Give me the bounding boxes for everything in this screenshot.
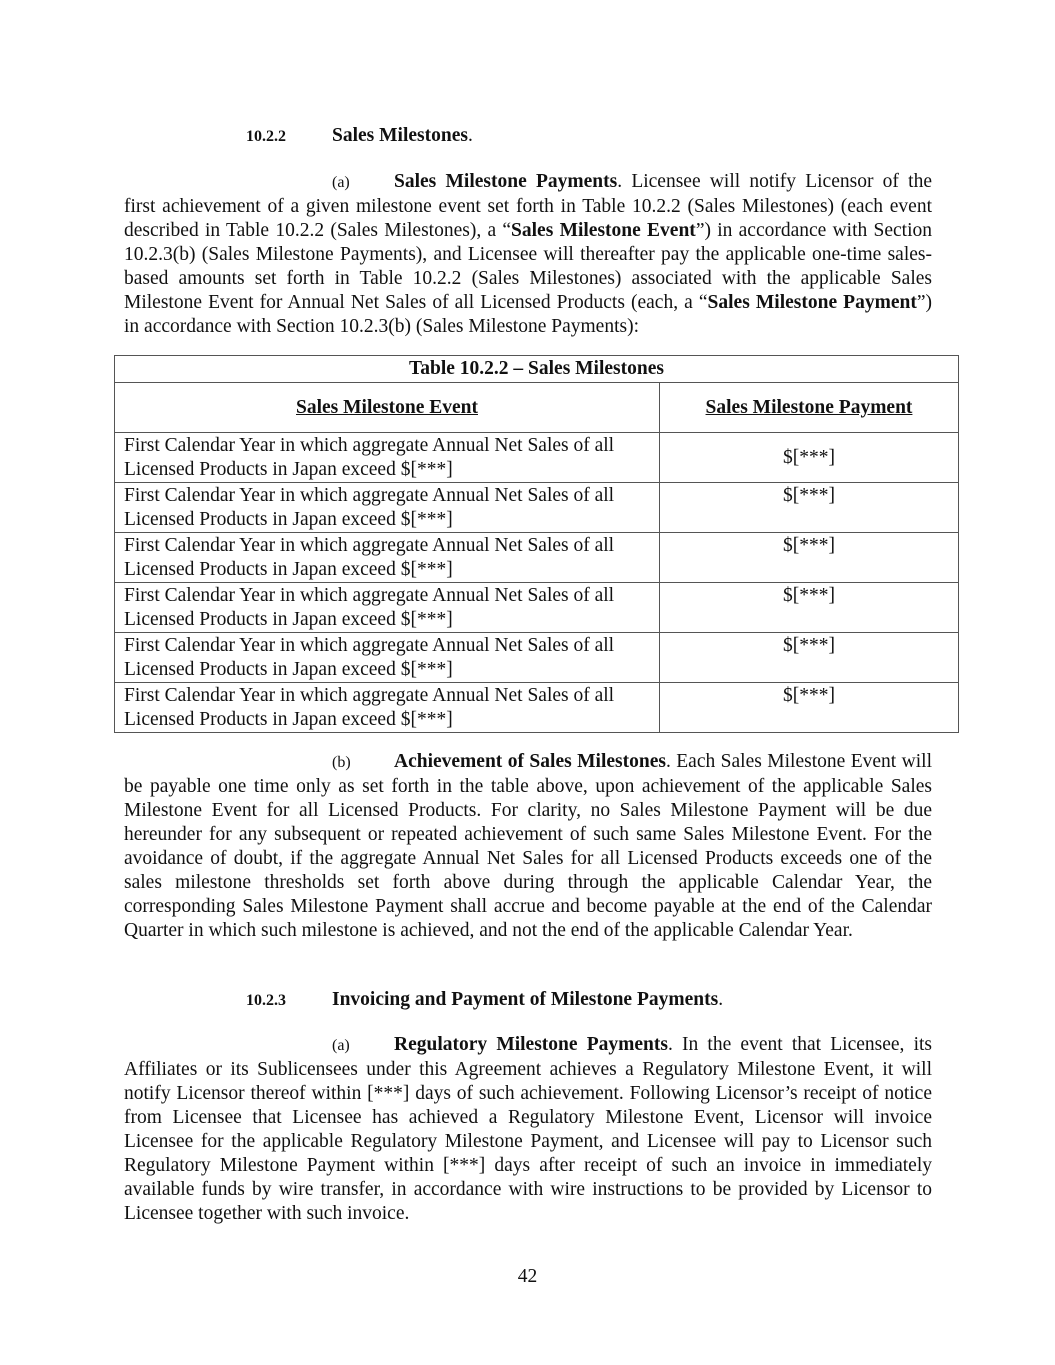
paragraph-lead: (a) bbox=[332, 174, 350, 191]
defined-term: Sales Milestone Event bbox=[511, 220, 696, 241]
column-header-payment: Sales Milestone Payment bbox=[660, 383, 959, 433]
table-title: Table 10.2.2 – Sales Milestones bbox=[115, 356, 959, 383]
section-title: Invoicing and Payment of Milestone Payments bbox=[332, 989, 719, 1010]
milestone-payment-cell: $[***] bbox=[660, 433, 959, 483]
milestone-payment-cell: $[***] bbox=[660, 583, 959, 633]
section-number: 10.2.2 bbox=[246, 128, 286, 145]
milestone-payment-cell: $[***] bbox=[660, 683, 959, 733]
table-row bbox=[115, 683, 959, 733]
milestone-event-cell: First Calendar Year in which aggregate Annual Net Sales of all Licensed Products in Japan exceed $[***] bbox=[115, 683, 660, 733]
page-number: 42 bbox=[517, 1266, 538, 1287]
section-title-period: . bbox=[467, 125, 473, 146]
defined-term: Sales Milestone Payment bbox=[707, 292, 917, 313]
paragraph-lead: (a) bbox=[332, 1037, 350, 1054]
paragraph-bold-title: Achievement of Sales Milestones bbox=[394, 751, 666, 772]
table-row bbox=[115, 533, 959, 583]
sales-milestones-table bbox=[114, 355, 959, 733]
milestone-event-cell: First Calendar Year in which aggregate Annual Net Sales of all Licensed Products in Japan exceed $[***] bbox=[115, 433, 660, 483]
milestone-payment-cell: $[***] bbox=[660, 633, 959, 683]
section-number: 10.2.3 bbox=[246, 992, 286, 1009]
paragraph-regulatory-milestone-payments bbox=[124, 1033, 932, 1226]
milestone-payment-cell: $[***] bbox=[660, 533, 959, 583]
paragraph-text: . In the event that Licensee, its Affiliates or its Sublicensees under this Agreement achieves a Regulatory Milestone Event, it will notify Licensor thereof within [***] days of such achievement. Following Licensor’s receipt of notice from Licensee that Licensee has achieved a Regulatory Milestone Event, Licensor will invoice Licensee for the applicable Regulatory Milestone Payment, and Licensee will pay to Licensor such Regulatory Milestone Payment within [***] days after receipt of such an invoice in immediately available funds by wire transfer, in accordance with wire instructions to be provided by Licensor to Licensee together with such invoice. bbox=[124, 1034, 932, 1224]
table-row bbox=[115, 633, 959, 683]
table-row bbox=[115, 483, 959, 533]
paragraph-bold-title: Sales Milestone Payments bbox=[394, 171, 618, 192]
paragraph-sales-milestone-payments bbox=[124, 170, 932, 339]
milestone-event-cell: First Calendar Year in which aggregate Annual Net Sales of all Licensed Products in Japan exceed $[***] bbox=[115, 633, 660, 683]
paragraph-bold-title: Regulatory Milestone Payments bbox=[394, 1034, 668, 1055]
section-title-period: . bbox=[718, 989, 724, 1010]
section-heading-10-2-3 bbox=[124, 988, 723, 1013]
section-heading-10-2-2 bbox=[124, 124, 473, 149]
milestone-payment-cell: $[***] bbox=[660, 483, 959, 533]
paragraph-text: . Each Sales Milestone Event will be payable one time only as set forth in the table above, upon achievement of the applicable Sales Milestone Event for all Licensed Products. For clarity, no Sales Milestone Payment will be due hereunder for any subsequent or repeated achievement of such same Sales Milestone Event. For the avoidance of doubt, if the aggregate Annual Net Sales for all Licensed Products exceeds one of the sales milestone thresholds set forth above during through the applicable Calendar Year, the corresponding Sales Milestone Payment shall accrue and become payable at the end of the Calendar Quarter in which such milestone is achieved, and not the end of the applicable Calendar Year. bbox=[124, 751, 932, 941]
table-row bbox=[115, 583, 959, 633]
column-header-event: Sales Milestone Event bbox=[115, 383, 660, 433]
table-row bbox=[115, 433, 959, 483]
milestone-event-cell: First Calendar Year in which aggregate Annual Net Sales of all Licensed Products in Japan exceed $[***] bbox=[115, 533, 660, 583]
section-title: Sales Milestones bbox=[332, 125, 468, 146]
milestone-event-cell: First Calendar Year in which aggregate Annual Net Sales of all Licensed Products in Japan exceed $[***] bbox=[115, 583, 660, 633]
paragraph-text: ”) in accordance with Section 10.2.3(b) (Sales Milestone Payments): bbox=[124, 292, 932, 337]
paragraph-achievement-of-sales-milestones bbox=[124, 750, 932, 943]
paragraph-text: . Licensee will notify Licensor of the first achievement of a given milestone event set forth in Table 10.2.2 (Sales Milestones) (each event described in Table 10.2.2 (Sales Milestones), a “ bbox=[124, 171, 932, 241]
paragraph-lead: (b) bbox=[332, 754, 351, 771]
paragraph-text: ”) in accordance with Section 10.2.3(b) (Sales Milestone Payments), and Licensee will thereafter pay the applicable one-time sales-based amounts set forth in Table 10.2.2 (Sales Milestones) associated with the applicable Sales Milestone Event for Annual Net Sales of all Licensed Products (each, a “ bbox=[124, 220, 932, 313]
milestone-event-cell: First Calendar Year in which aggregate Annual Net Sales of all Licensed Products in Japan exceed $[***] bbox=[115, 483, 660, 533]
